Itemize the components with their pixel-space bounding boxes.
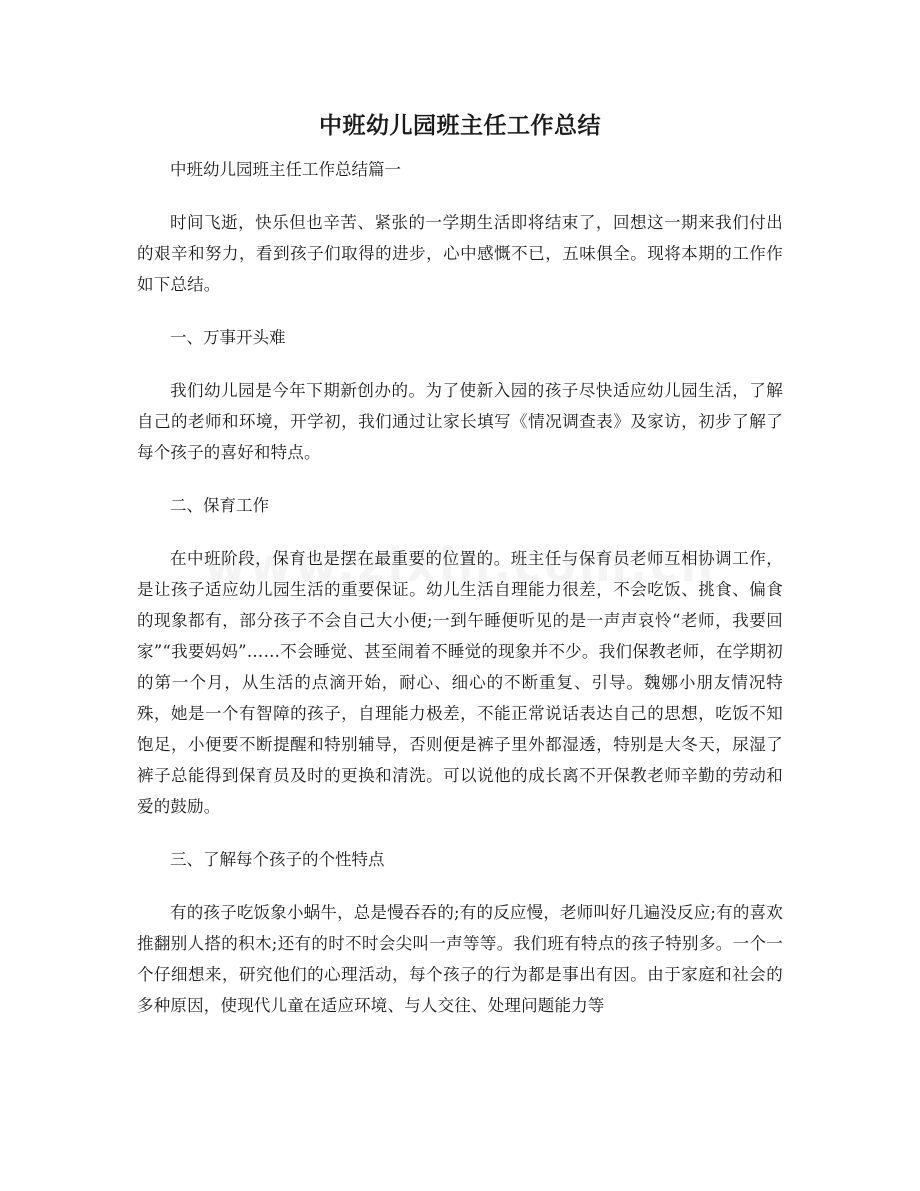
document-title: 中班幼儿园班主任工作总结 [319,112,601,139]
section3-heading: 三、了解每个孩子的个性特点 [170,850,385,869]
document-subtitle: 中班幼儿园班主任工作总结篇一 [170,160,401,179]
section2-paragraph: 在中班阶段，保育也是摆在最重要的位置的。班主任与保育员老师互相协调工作，是让孩子适应幼儿园生活的重要保证。幼儿生活自理能力很差，不会吃饭、挑食、偏食的现象都有，部分孩子不会自己大小便;一到午睡便听见的是一声声哀怜“老师，我要回家”“我要妈妈”……不会睡觉、甚至闹着不睡觉的现象并不少。我们保教老师，在学期初的第一个月，从生活的点滴开始，耐心、细心的不断重复、引导。魏娜小朋友情况特殊，她是一个有智障的孩子，自理能力极差，不能正常说话表达自己的思想，吃饭不知饱足，小便要不断提醒和特别辅导，否则便是裤子里外都湿透，特别是大冬天，尿湿了裤子总能得到保育员及时的更换和清洗。可以说他的成长离不开保教老师辛勤的劳动和爱的鼓励。 [137,549,783,816]
section1-heading: 一、万事开头难 [170,328,286,347]
section2-heading: 二、保育工作 [170,496,269,515]
section3-paragraph: 有的孩子吃饭象小蜗牛，总是慢吞吞的;有的反应慢，老师叫好几遍没反应;有的喜欢推翻别人搭的积木;还有的时不时会尖叫一声等等。我们班有特点的孩子特别多。一个一个仔细想来，研究他们的心理活动，每个孩子的行为都是事出有因。由于家庭和社会的多种原因，使现代儿童在适应环境、与人交往、处理问题能力等 [137,903,783,1015]
section1-paragraph: 我们幼儿园是今年下期新创办的。为了使新入园的孩子尽快适应幼儿园生活，了解自己的老师和环境，开学初，我们通过让家长填写《情况调查表》及家访，初步了解了每个孩子的喜好和特点。 [137,381,783,462]
intro-paragraph: 时间飞逝，快乐但也辛苦、紧张的一学期生活即将结束了，回想这一期来我们付出的艰辛和努力，看到孩子们取得的进步，心中感慨不已，五味俱全。现将本期的工作作如下总结。 [137,213,783,294]
